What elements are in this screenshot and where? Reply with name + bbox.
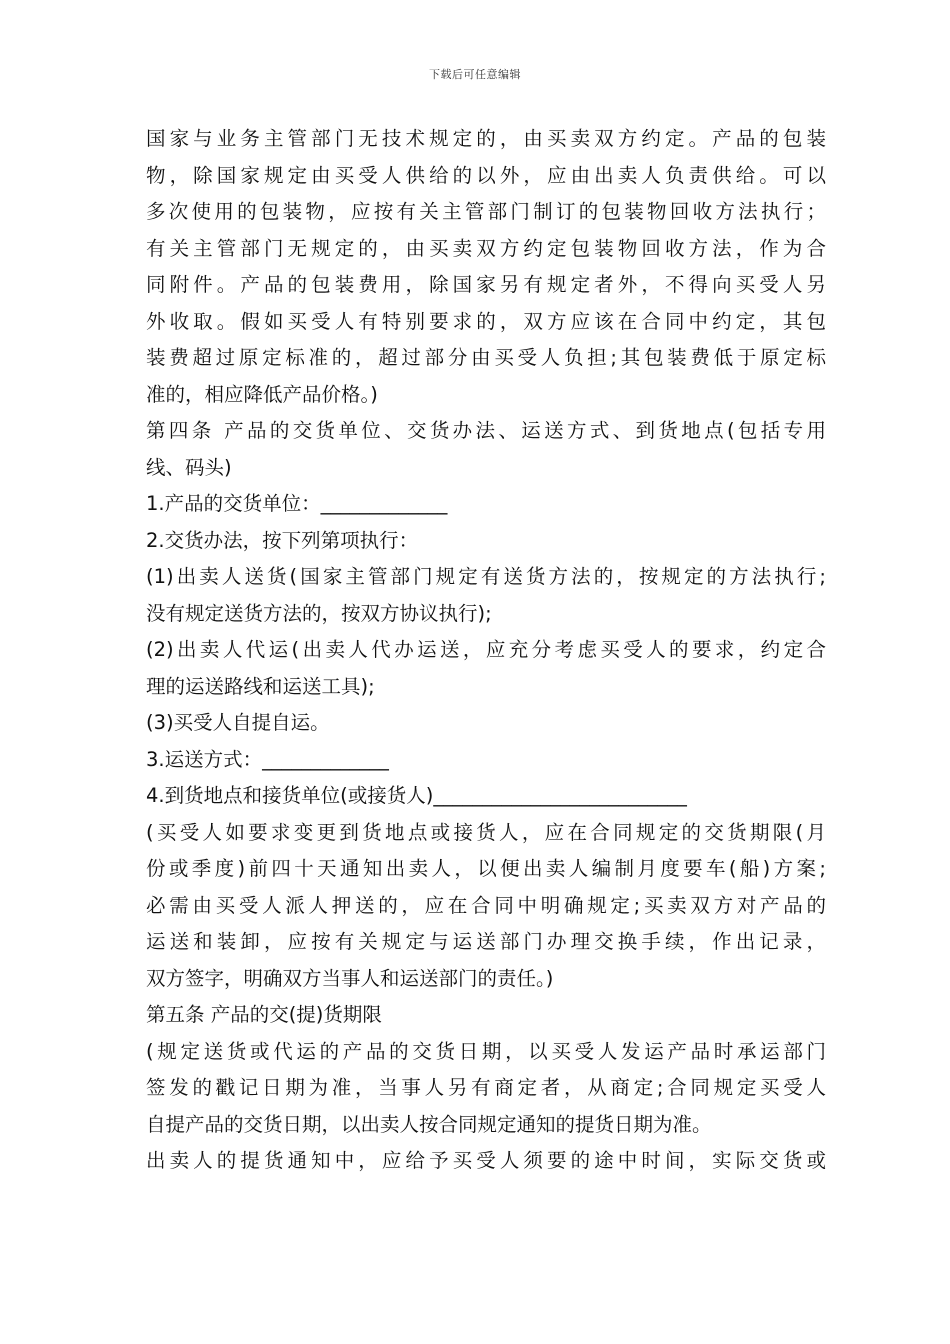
body-line: 外收取。假如买受人有特别要求的，双方应该在合同中约定，其包 bbox=[146, 309, 826, 333]
body-line: 多次使用的包装物，应按有关主管部门制订的包装物回收方法执行； bbox=[146, 200, 826, 223]
body-line: (1)出卖人送货(国家主管部门规定有送货方法的，按规定的方法执行; bbox=[146, 565, 826, 588]
body-line: 4.到货地点和接货单位(或接货人)__________________________ bbox=[146, 784, 687, 807]
body-line: 2.交货办法，按下列第项执行： bbox=[146, 528, 419, 552]
section-heading: 线、码头) bbox=[146, 455, 232, 479]
body-line: 物，除国家规定由买受人供给的以外，应由出卖人负责供给。可以 bbox=[146, 163, 826, 187]
body-line: (规定送货或代运的产品的交货日期，以买受人发运产品时承运部门 bbox=[146, 1039, 826, 1063]
body-line: 国家与业务主管部门无技术规定的，由买卖双方约定。产品的包装 bbox=[146, 127, 826, 150]
body-line: 出卖人的提货通知中，应给予买受人须要的途中时间，实际交货或 bbox=[146, 1149, 826, 1172]
body-line: 自提产品的交货日期，以出卖人按合同规定通知的提货日期为准。 bbox=[146, 1112, 712, 1136]
body-line: 1.产品的交货单位：_____________ bbox=[146, 492, 448, 515]
body-line: 装费超过原定标准的，超过部分由买受人负担;其包装费低于原定标 bbox=[146, 346, 826, 369]
body-line: 有关主管部门无规定的，由买卖双方约定包装物回收方法，作为合 bbox=[146, 236, 826, 260]
body-line: 份或季度)前四十天通知出卖人，以便出卖人编制月度要车(船)方案; bbox=[146, 857, 826, 880]
body-line: (买受人如要求变更到货地点或接货人，应在合同规定的交货期限(月 bbox=[146, 820, 826, 844]
body-line: 必需由买受人派人押送的，应在合同中明确规定;买卖双方对产品的 bbox=[146, 893, 826, 917]
body-line: 同附件。产品的包装费用，除国家另有规定者外，不得向买受人另 bbox=[146, 273, 826, 296]
page-header: 下载后可任意编辑 bbox=[429, 68, 521, 81]
body-line: 3.运送方式：_____________ bbox=[146, 747, 389, 771]
body-line: 准的，相应降低产品价格。) bbox=[146, 382, 378, 406]
body-line: 运送和装卸，应按有关规定与运送部门办理交换手续，作出记录， bbox=[146, 930, 826, 953]
section-heading: 第四条 产品的交货单位、交货办法、运送方式、到货地点(包括专用 bbox=[146, 419, 826, 442]
document-body bbox=[146, 121, 826, 1180]
body-line: 没有规定送货方法的，按双方协议执行); bbox=[146, 601, 492, 625]
body-line: (2)出卖人代运(出卖人代办运送，应充分考虑买受人的要求，约定合 bbox=[146, 638, 826, 661]
body-line: 理的运送路线和运送工具); bbox=[146, 674, 375, 698]
body-line: 签发的戳记日期为准，当事人另有商定者，从商定;合同规定买受人 bbox=[146, 1076, 826, 1099]
body-line: 双方签字，明确双方当事人和运送部门的责任。) bbox=[146, 966, 554, 990]
body-line: (3)买受人自提自运。 bbox=[146, 711, 330, 734]
section-heading: 第五条 产品的交(提)货期限 bbox=[146, 1003, 382, 1026]
